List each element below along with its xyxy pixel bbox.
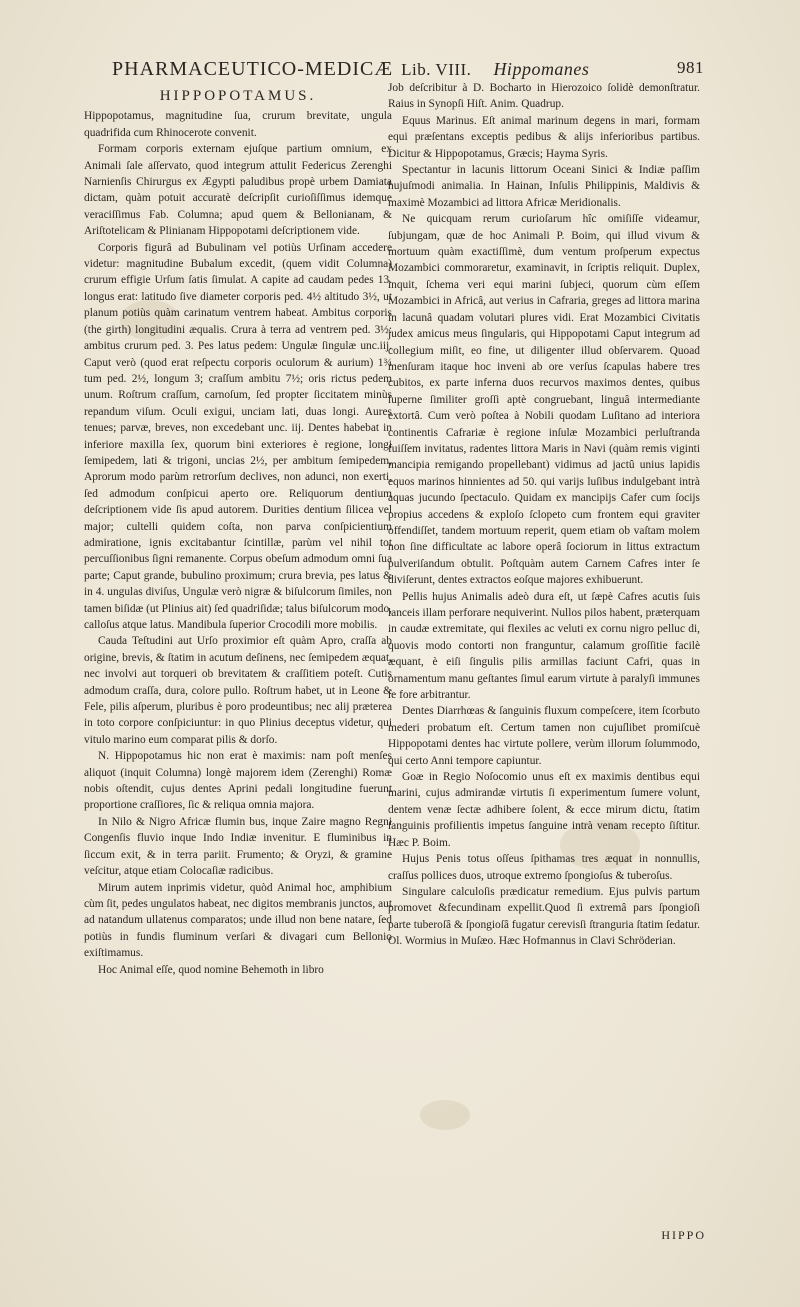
paragraph: Job deſcribitur à D. Bocharto in Hierozoico ſolidè demonſtratur. Raius in Synopſi Hiſt. Anim. Quadrup. — [388, 82, 700, 111]
paragraph: Cauda Teſtudini aut Urſo proximior eſt quàm Apro, craſſa ab origine, brevis, & ſtatim in acutum deſinens, nec ſemipedem æquat, nec involvi aut torqueri ob brevitatem & craſſitiem poteſt. Cutis admodum craſſa, dura, colore pullo. Roſtrum habet, ut in Leone & Fele, pilis aſperum, pluribus è poro prodeuntibus; nec alij præterea in toto corpore conſpiciuntur: in quo Plinius deceptus videtur, qui vitulo marino eum comparat pilis & dorſo. — [84, 635, 392, 746]
paper-stain — [420, 1100, 470, 1130]
paragraph: Dentes Diarrhœas & ſanguinis fluxum compeſcere, item ſcorbuto mederi probatum eſt. Certum tamen non cujuſlibet promiſcuè Hippopotami dentes hac virtute pollere, verùm illorum ſolummodo, qui certo Anni tempore capiuntur. — [388, 705, 700, 767]
running-head-book: Lib. VIII. — [401, 60, 472, 79]
paragraph: Mirum autem inprimis videtur, quòd Animal hoc, amphibium cùm ſit, pedes ungulatos habeat, nec digitos membranis junctos, aut ad natandum ullatenus comparatos; unde illud non bene natare, ſed potiùs in fundis fluminum verſari & divagari cum Bellonio exiſtimamus. — [84, 881, 392, 960]
running-head — [112, 58, 704, 81]
paragraph: Corporis figurâ ad Bubulinam vel potiùs Urſinam accedere videtur: magnitudine Bubalum excedit, (quem vidit Columna) crurum effigie Urſum ſatis ſimulat. A capite ad caudam pedes 13. longus erat: latitudo ſive diameter corporis ped. 4½ altitudo 3½, ut planum potiùs quàm carinatum ventrem habeat. Ambitus corporis (the girth) longitudini æqualis. Crura à terra ad ventrem ped. 3½: ambitus crurum ped. 3. Pes latus pedem: Ungulæ ſingulæ unc.iij. Caput verò (quod erat reſpectu corporis oculorum & aurium) 1¾ tum ped. 2½, longum 3; craſſum ambitu 7½; oris rictus pedem unum. Roſtrum craſſum, carnoſum, ſed propter ſiccitatem minùs repandum viſum. Oculi exigui, unciam lati, duas longi. Aures tenues; parvæ, breves, non excedebant unc. iij. Dentes habebat in inferiore maxilla ſex, quorum bini exteriores è regione, longi ſemipedem, lati & trigoni, uncias 2½, per ambitum ſemipedem, Aprorum modo parùm retrorſum declives, non adunci, non exerti, ſed admodum conſpicui aperto ore. Reliquorum dentium deſcriptionem vide ſis apud autorem. Durities dentium ſilicea vel major; cultelli quidem coſta, non parva conſpicientium admiratione, ignis excitabantur ſcintillæ, parùm vel nihil tot percuſſionibus ſigni remanente. Corpus obeſum admodum omni ſua parte; Caput grande, bubulino proximum; crura brevia, pes latus & in 4. ungulas diviſus, Ungulæ verò nigræ & biſulcorum ſimiles, non tamen biſidæ (ut Plinius ait) ſed quadriſidæ; talus biſulcorum modo, calloſus atque latus. Mandibula ſuperior Crocodili more mobilis. — [84, 241, 392, 631]
paragraph: Singulare calculoſis prædicatur remedium. Ejus pulvis partum promovet &fecundinam expellit.Quod ſi extremâ pars ſpongioſi parte tuberoſâ & ſpongioſâ fugatur cerevisſi ſtranguria ſtatim ſedatur. Ol. Wormius in Muſæo. Hæc Hofmannus in Clavi Schröderian. — [388, 885, 700, 948]
paragraph: Formam corporis externam ejuſque partium omnium, ex Animali ſale aſſervato, quod integrum attulit Federicus Zerenghi Narnienſis Chirurgus ex Ægypti paludibus propè urbem Damiata dictam, quàm potuit accuratè deſcripſit curioſiſſimus idemque veraciſſimus Fab. Columna; apud quem & Bellonianam, & Ariſtotelicam & Plinianam Hippopotami deſcriptionem vide. — [84, 143, 392, 238]
paragraph: Spectantur in lacunis littorum Oceani Sinici & Indiæ paſſim hujuſmodi animalia. In Hainan, Inſulis Philippinis, Maldivis & maximè Mozambici ad littora Africæ Meridionalis. — [388, 164, 700, 209]
running-head-word: Hippomanes — [493, 59, 590, 79]
running-head-title: PHARMACEUTICO-MEDICÆ — [112, 58, 394, 80]
right-column — [388, 80, 700, 950]
paragraph: Equus Marinus. Eſt animal marinum degens in mari, formam equi præſentans exceptis pedibus & alijs inferioribus partibus. Dicitur & Hippopotamus, Græcis; Hayma Syris. — [388, 114, 700, 160]
paragraph: Hujus Penis totus oſſeus ſpithamas tres æquat in nonnullis, craſſus pollices duos, utroque extremo ſpongioſus & tuberoſus. — [388, 853, 700, 882]
paragraph: N. Hippopotamus hic non erat è maximis: nam poſt menſes aliquot (inquit Columna) longè majorem idem (Zerenghi) Romæ nobis oſtendit, cujus dentes Aprini pedali longitudine fuerunt proportione craſſiores, ſic & reliqua omnia majora. — [84, 750, 392, 812]
paragraph: Ne quicquam rerum curioſarum hîc omiſiſſe videamur, ſubjungam, quæ de hoc Animali P. Boim, qui illud vivum & mortuum quàm exactiſſimè, dum ventum proſperum expectus Mozambici commoraretur, examinavit, in ſcriptis reliquit. Duplex, inquit, ſchema veri equi marini ſubjeci, quorum cùm eſſem Mozambici in Africâ, aut verius in Cafraria, greges ad littora marina in lacunâ quadam volutari plures vidi. Erat Mozambici Civitatis judex amicus meus ſingularis, qui Hippopotami Caput integrum ad collegium miſit, eo fine, ut diligenter illud obſervarem. Quoad menſuram itaque hoc inveni ab ore verſus ſcapulas habere tres cubitos, ex parte inferna duos recurvos maximos dentes, quibus ſuperne ſimiliter groſſi aptè congruebant, linguâ intermediante extortâ. Cum verò poſtea à Nobili quodam Luſitano ad interiora continentis Cafrariæ è regione inſulæ Mozambici perluſtranda fuiſſem invitatus, radentes littora Maris in Navi (quàm remis viginti mancipia remigando propellebant) vidimus ad jactû unius lapidis equos marinos hinnientes ad 50. qui varijs luſibus indulgebant intrà aquas jucundo ſpectaculo. Quidam ex mancipijs Cafer cum ſocijs propius accedens & exploſo ſclopeto cum frontem equi graviter offendiſſet, tandem mortuum reperit, quem etiam ob vaſtam molem non ſine difficultate ac labore operâ ſociorum in littus extractum pulveriſandum obtulit. Poſtquàm autem Carnem Cafres inter ſe diviſerunt, dentes extractos eoſque majores exhibuerunt. — [388, 213, 700, 587]
paragraph: Pellis hujus Animalis adeò dura eſt, ut ſæpè Cafres acutis ſuis lanceis illam perforare nequiverint. Nullos pilos habent, præterquam in caudæ extremitate, qui flexiles ac veluti ex cornu nigro pelluc di, quovis modo contorti non franguntur, calamum groſſitie facilè æquant, è eiſi ſingulis pilis armillas faciunt Cafri, quas in ornamentum manu geſtantes ſimul earum virtute à paralyſi immunes ſe fore arbitrantur. — [388, 590, 700, 702]
page-number: 981 — [677, 58, 704, 77]
paragraph: Hippopotamus, magnitudine ſua, crurum brevitate, ungula quadrifida cum Rhinocerote convenit. — [84, 110, 392, 139]
section-title: HIPPOPOTAMUS. — [159, 88, 317, 104]
paragraph: Hoc Animal eſſe, quod nomine Behemoth in libro — [98, 963, 324, 976]
paragraph: Goæ in Regio Noſocomio unus eſt ex maximis dentibus equi marini, cujus admirandæ virtutis ſi experimentum ſumere volunt, dentem venæ ſectæ adhibere ſolent, & ecce mirum dictu, ſtatim ſanguinis profilientis impetus ſanguine intrà venam recepto ſiſtitur. Hæc P. Boim. — [388, 771, 700, 849]
paragraph: In Nilo & Nigro Africæ flumin bus, inque Zaire magno Regni Congenſis fluvio inque Indo Indiæ invenitur. E fluminibus in ſiccum exit, & in terra pariit. Frumento; & Oryzi, & gramine veſcitur, atque etiam Colocaſiæ radicibus. — [84, 815, 392, 878]
catchword: HIPPO — [661, 1228, 706, 1242]
left-column — [84, 88, 392, 978]
